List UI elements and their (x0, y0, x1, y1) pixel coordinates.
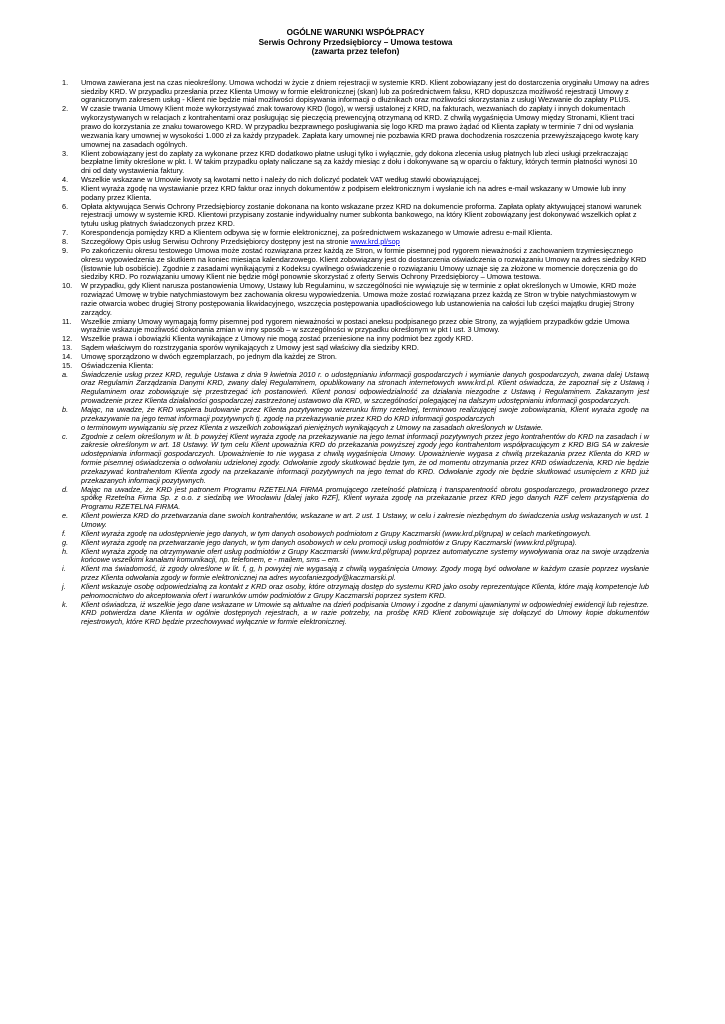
clause-item (62, 150, 649, 177)
document-title: OGÓLNE WARUNKI WSPÓŁPRACY (286, 28, 425, 37)
clause-item (62, 318, 649, 336)
clause-number: 8. (62, 236, 69, 246)
clause-number: 1. (62, 77, 69, 87)
declaration-text (81, 601, 649, 628)
declaration-text (81, 583, 649, 601)
clause-number: 3. (62, 148, 69, 158)
clause-text (81, 282, 649, 317)
declaration-letter: g. (62, 537, 69, 547)
clause-number: 4. (62, 175, 69, 185)
clause-item (62, 247, 649, 282)
declaration-letter: h. (62, 546, 69, 556)
declaration-item (62, 565, 649, 583)
clauses-list (62, 79, 649, 371)
declaration-letter: k. (62, 599, 68, 609)
clause-text-body: Umowę sporządzono w dwóch egzemplarzach, po jednym dla każdej ze Stron. (81, 351, 337, 361)
declaration-text (81, 433, 649, 486)
clause-number: 11. (62, 316, 72, 326)
declaration-paragraph: Klient wyraża zgodę na otrzymywanie ofert usług podmiotów z Grupy Kaczmarski (www.krd.pl/grupa) poprzez automatyczne systemy wywoływania oraz na swoje urządzenia końcowe wszelkimi kanałami komunikacji, np. telefonem, e - mailem, sms – em. (81, 546, 649, 565)
declarations-list (62, 371, 649, 627)
declaration-letter: c. (62, 431, 68, 441)
clause-item (62, 105, 649, 149)
clause-number: 12. (62, 334, 73, 344)
clause-text-body: Klient wyraża zgodę na wystawianie przez KRD faktur oraz innych dokumentów z podpisem elektronicznym i wysłanie ich na adres e-mail wskazany w Umowie lub inny podany przez Klienta. (81, 183, 626, 202)
document-subtitle: Serwis Ochrony Przedsiębiorcy – Umowa testowa (258, 37, 453, 47)
clause-text-body: Opłata aktywująca Serwis Ochrony Przedsiębiorcy zostanie dokonana na konto wskazane przez KRD na dokumencie proforma. Zapłata opłaty aktywującej stanowi warunek rejestracji umowy w systemie KRD. Klientowi przypisany zostanie indywidualny numer subkonta bankowego, na który Klient zobowiązany jest dokonywać wszelkich opłat z tytułu usług płatnych świadczonych przez KRD. (81, 201, 642, 229)
clause-item (62, 203, 649, 230)
clause-text (81, 318, 649, 336)
clause-text-body: W przypadku, gdy Klient narusza postanowienia Umowy, Ustawy lub Regulaminu, w szczególności nie wywiązuje się w terminie z opłat określonych w Umowie, KRD może rozwiązać Umowę w trybie natychmiastowym bez zachowania okresu wypowiedzenia. Umowa może zostać rozwiązana przez każdą ze Stron w trybie natychmiastowym w razie otwarcia wobec drugiej Strony postępowania likwidacyjnego, wszczęcia postępowania upadłościowego lub ustanowienia na całości lub części majątku drugiej Strony zarządcy. (81, 281, 637, 317)
clause-number: 14. (62, 351, 73, 361)
clause-text-body: Wszelkie zmiany Umowy wymagają formy pisemnej pod rygorem nieważności w postaci aneksu podpisanego przez obie Strony, za wyjątkiem przypadków gdzie Umowa wyraźnie wskazuje możliwość dokonania zmian w inny sposób – w szczególności w przypadku określonym w pkt I ust. 3 Umowy. (81, 316, 630, 335)
declaration-item (62, 601, 649, 628)
declaration-text (81, 512, 649, 530)
clause-text-body: Umowa zawierana jest na czas nieokreślony. Umowa wchodzi w życie z dniem rejestracji w systemie KRD. Klient zobowiązany jest do dostarczenia oryginału Umowy na adres siedziby KRD. W przypadku przesłania przez Klienta Umowy w formie elektronicznej (skan) lub za pośrednictwem faksu, KRD dopuszcza możliwość rejestracji Umowy z ograniczonym zakresem usług - Klient nie będzie miał możliwości dopisywania informacji o dłużnikach oraz możliwości skorzystania z usługi Wezwanie do zapłaty PLUS. (81, 77, 650, 105)
declaration-letter: i. (62, 564, 66, 574)
declaration-item (62, 512, 649, 530)
clause-text (81, 185, 649, 203)
declaration-paragraph: Zgodnie z celem określonym w lit. b powyżej Klient wyraża zgodę na przekazywanie na jego temat informacji pozytywnych przez jego kontrahentów do KRD na zasadach i w zakresie określonym w art. 18 Ustawy. W tym celu Klient upoważnia KRD do przekazania powyższej zgody jego kontrahentom współpracującym z KRD BIG SA w zakresie udostępniania informacji gospodarczych. Upoważnienie to nie wygasa z chwilą wygaśnięcia Umowy. Upoważnienie wygasa z chwilą przekazania przez Klienta do KRD w formie pisemnej oświadczenia o odwołaniu udzielonej zgody. Odwołanie zgody skutkować będzie tym, że od momentu otrzymania przez KRD oświadczenia, KRD nie będzie przekazywać kontrahentom Klienta zgody na przekazanie informacji pozytywnych na jego temat do KRD. Odwołanie zgody nie będzie skutkować usunięciem z KRD już przekazanych informacji pozytywnych. (81, 431, 649, 485)
declaration-item (62, 371, 649, 406)
declaration-item (62, 433, 649, 486)
declaration-letter: f. (62, 528, 67, 538)
declaration-text (81, 406, 649, 433)
clause-number: 9. (62, 245, 69, 255)
declaration-item (62, 583, 649, 601)
declaration-letter: a. (62, 369, 69, 379)
declaration-paragraph: Klient ma świadomość, iż zgody określone w lit. f, g, h powyżej nie wygasają z chwilą wygaśnięcia Umowy. Zgody mogą być odwołane w każdym czasie poprzez wysłanie przez Klienta odwołania zgody w formie elektronicznej na adres wycofaniezgody@kaczmarski.pl. (81, 564, 649, 583)
clause-text (81, 105, 649, 149)
declaration-letter: e. (62, 511, 69, 521)
clause-text-body: Klient zobowiązany jest do zapłaty za wykonane przez KRD dodatkowo płatne usługi tylko i wyłącznie, gdy dokona zlecenia usług płatnych lub zleci usługi przekraczając bezpłatne limity określone w pkt. I. W takim przypadku opłaty naliczane są za każdy miesiąc z dołu i dokonywane są w oparciu o faktury, których termin płatności wynosi 10 dni od daty wystawienia faktury. (81, 148, 638, 176)
declaration-letter: b. (62, 405, 69, 414)
clause-text-body: Korespondencja pomiędzy KRD a Klientem odbywa się w formie elektronicznej, za pośrednictwem wskazanego w Umowie adresu e-mail Klienta. (81, 228, 553, 238)
declaration-item (62, 406, 649, 433)
declaration-letter: d. (62, 484, 69, 494)
clause-text-body: Wszelkie wskazane w Umowie kwoty są kwotami netto i należy do nich doliczyć podatek VAT według stawki obowiązującej. (81, 175, 482, 185)
clause-item (62, 79, 649, 106)
declaration-paragraph: Mając na uwadze, że KRD jest patronem Programu RZETELNA FIRMA promującego rzetelność płatniczą i transparentność obrotu gospodarczego, prowadzonego przez spółkę Rzetelna Firma Sp. z o.o. z siedzibą we Wrocławiu [dalej jako RZF], Klient wyraża zgodę na przekazanie przez KRD jego danych RZF celem przystąpienia do Programu RZETELNA FIRMA. (81, 484, 649, 512)
declaration-text (81, 548, 649, 566)
clause-text (81, 353, 649, 362)
declaration-paragraph: o terminowym wywiązaniu się przez Klienta z wszelkich zobowiązań pieniężnych wynikających z Umowy na zasadach określonych w Ustawie. (81, 422, 544, 432)
clause-text-body: Szczegółowy Opis usług Serwisu Ochrony Przedsiębiorcy dostępny jest na stronie (81, 236, 351, 246)
clause-text-body: W czasie trwania Umowy Klient może wykorzystywać znak towarowy KRD (logo), w wersji ustalonej z KRD, na fakturach, wezwaniach do zapłaty i innych dokumentach wykorzystywanych w relacjach z kontrahentami oraz posługując się pieczęcią prewencyjną otrzymaną od KRD. Z chwilą wygaśnięcia Umowy między Stronami, Klient traci prawo do korzystania ze znaku towarowego KRD. W przypadku bezprawnego posługiwania się logo KRD ma prawo żądać od Klienta zapłaty w terminie 7 dni od wysłania wezwania kary umownej w wysokości 1.000 zł za każdy przypadek. Zapłata kary umownej nie pozbawia KRD prawa dochodzenia roszczenia przewyższającego kwotę kary umownej na zasadach ogólnych. (81, 104, 639, 149)
clause-number: 6. (62, 201, 69, 211)
document-header (62, 28, 649, 57)
clause-text-body: Oświadczenia Klienta: (81, 360, 154, 370)
clause-text (81, 150, 649, 177)
declaration-text (81, 565, 649, 583)
clause-text-body: Po zakończeniu okresu testowego Umowa może zostać rozwiązana przez każdą ze Stron, w formie pisemnej pod rygorem nieważności z zachowaniem trzymiesięcznego okresu wypowiedzenia ze skutkiem na koniec miesiąca kalendarzowego. Klient zobowiązany jest do dostarczenia oświadczenia o rozwiązaniu Umowy na adres siedziby KRD (listownie lub osobiście). Zgodnie z zasadami wynikającymi z Kodeksu cywilnego oświadczenie o rozwiązaniu Umowy uznaje się za złożone w momencie doręczenia go do siedziby KRD. Po rozwiązaniu umowy Klient nie będzie mógł ponownie skorzystać z oferty Serwis Ochrony Przedsiębiorcy – Umowa testowa. (81, 245, 647, 282)
declaration-letter: j. (62, 581, 66, 591)
declaration-item (62, 486, 649, 513)
clause-number: 10. (62, 281, 73, 291)
declaration-text (81, 486, 649, 513)
declaration-paragraph: Klient oświadcza, iż wszelkie jego dane wskazane w Umowie są aktualne na dzień podpisania Umowy i zgodne z danymi ujawnianymi w odpowiedniej ewidencji lub rejestrze. KRD potwierdza dane Klienta w ogólnie dostępnych rejestrach, a w razie potrzeby, na prośbę KRD Klient zobowiązuje się dołączyć do Umowy kopie dokumentów rejestrowych, które KRD będzie przechowywać wyłącznie w formie elektronicznej. (81, 599, 649, 627)
clause-number: 5. (62, 183, 69, 193)
clause-text-body: Sądem właściwym do rozstrzygania sporów wynikających z Umowy jest sąd właściwy dla siedziby KRD. (81, 343, 419, 353)
declaration-paragraph: Klient wyraża zgodę na przetwarzanie jego danych, w tym danych osobowych w celu promocji usług podmiotów z Grupy Kaczmarski (www.krd.pl/grupa). (81, 537, 577, 547)
declaration-paragraph: Klient wskazuje osobę odpowiedzialną za kontakt z KRD oraz osoby, które otrzymają dostęp do systemu KRD jako osoby reprezentujące Klienta, które mają kompetencje lub pełnomocnictwo do akceptowania ofert i warunków umów podmiotów z Grupy Kaczmarski poprzez system KRD. (81, 581, 649, 600)
declaration-text (81, 371, 649, 406)
clause-text (81, 79, 649, 106)
clause-number: 15. (62, 360, 73, 370)
clause-text (81, 203, 649, 230)
declaration-paragraph: Klient powierza KRD do przetwarzania dane swoich kontrahentów, wskazane w art. 2 ust. 1 Ustawy, w celu i zakresie niezbędnym do świadczenia usług wskazanych w ust. 1 Umowy. (81, 511, 649, 529)
clause-item (62, 185, 649, 203)
clause-item (62, 282, 649, 317)
clause-number: 2. (62, 104, 69, 114)
document-subtitle-note: (zawarta przez telefon) (311, 47, 400, 57)
declaration-paragraph: Świadczenie usług przez KRD, reguluje Ustawa z dnia 9 kwietnia 2010 r. o udostępnianiu informacji gospodarczych i wymianie danych gospodarczych, zwana dalej Ustawą oraz Regulamin Zarządzania Danymi KRD, zwany dalej Regulaminem, opublikowany na stronach internetowych www.krd.pl. Klient oświadcza, że zapoznał się z Ustawą i Regulaminem oraz zobowiązuje się przestrzegać ich postanowień. Klient ponosi odpowiedzialność za działania niezgodne z Ustawą i Regulaminem. Zakazanym jest prowadzenie przez Klienta działalności gospodarczej zastrzeżonej ustawowo dla KRD, w szczególności polegającej na dalszym udostępnianiu informacji gospodarczych. (81, 369, 649, 406)
clause-number: 7. (62, 228, 69, 238)
clause-number: 13. (62, 343, 73, 353)
clause-text (81, 247, 649, 282)
clause-text-body: Wszelkie prawa i obowiązki Klienta wynikające z Umowy nie mogą zostać przeniesione na inny podmiot bez zgody KRD. (81, 334, 474, 344)
declaration-paragraph: Mając, na uwadze, że KRD wspiera budowanie przez Klienta pozytywnego wizerunku firmy rzetelnej, terminowo realizującej swoje zobowiązania, Klient wyraża zgodę na przekazywanie na jego temat informacji pozytywnych tj. zgodę na przekazywanie przez KRD do KRD informacji gospodarczych (81, 405, 649, 423)
sop-link[interactable]: www.krd.pl/sop (350, 236, 400, 246)
declaration-item (62, 548, 649, 566)
declaration-paragraph: Klient wyraża zgodę na udostępnienie jego danych, w tym danych osobowych podmiotom z Grupy Kaczmarski (www.krd.pl/grupa) w celach marketingowych. (81, 528, 592, 538)
